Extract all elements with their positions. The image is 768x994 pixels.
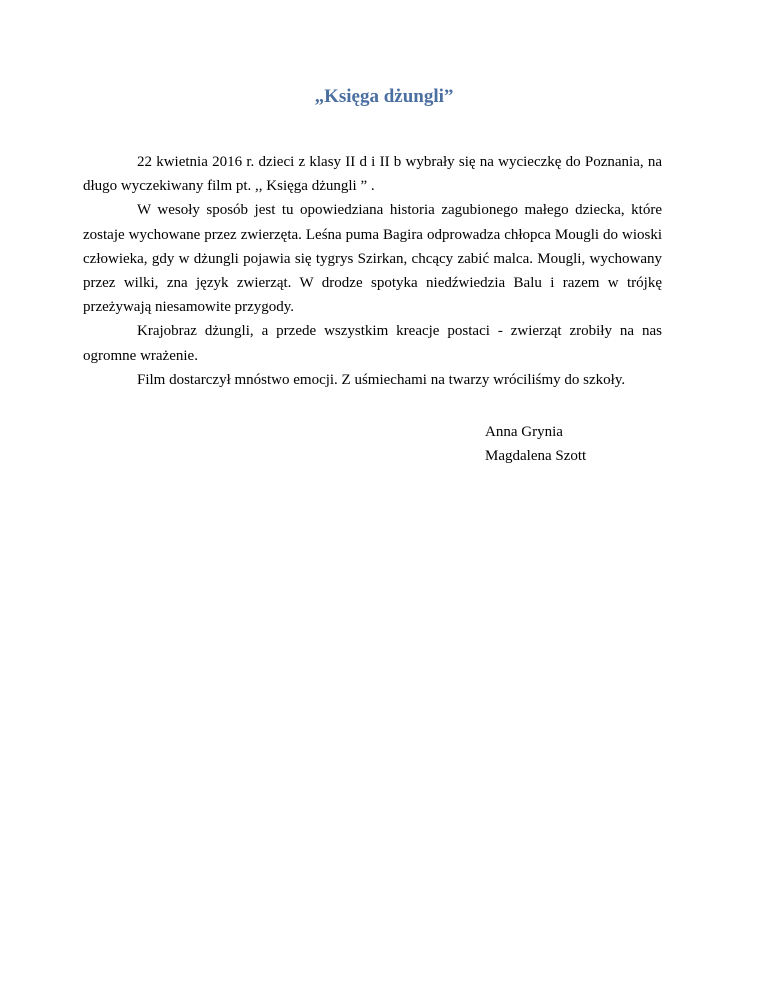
author-name: Magdalena Szott (485, 448, 587, 464)
article-body (83, 150, 662, 392)
author-name: Anna Grynia (485, 424, 563, 440)
author-signatures (485, 420, 586, 468)
paragraph-story: W wesoły sposób jest tu opowiedziana historia zagubionego małego dziecka, które zostaje wychowane przez zwierzęta. Leśna puma Bagira odprowadza chłopca Mougli do wioski człowieka, gdy w dżungli pojawia się tygrys Szirkan, chcący zabić malca. Mougli, wychowany przez wilki, zna język zwierząt. W drodze spotyka niedźwiedzia Balu i razem w trójkę przeżywają niesamowite przygody. (83, 202, 662, 316)
paragraph-impression: Krajobraz dżungli, a przede wszystkim kreacje postaci - zwierząt zrobiły na nas ogromne wrażenie. (83, 323, 662, 364)
document-title: „Księga dżungli” (314, 86, 454, 107)
paragraph-summary: Film dostarczył mnóstwo emocji. Z uśmiechami na twarzy wróciliśmy do szkoły. (137, 371, 626, 388)
paragraph-trip: 22 kwietnia 2016 r. dzieci z klasy II d i II b wybrały się na wycieczkę do Poznania, na długo wyczekiwany film pt. ,, Księga dżungli ” . (83, 154, 662, 195)
